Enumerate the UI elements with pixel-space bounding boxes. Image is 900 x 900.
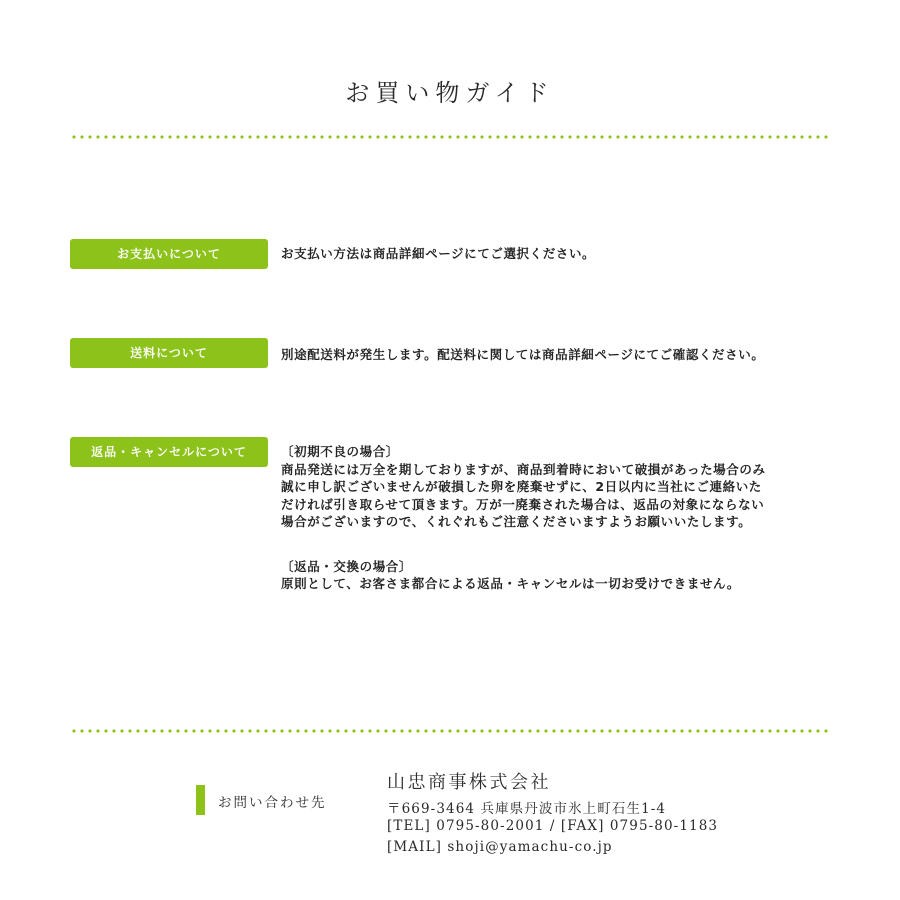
shipping-section-text: 別途配送料が発生します。配送料に関しては商品詳細ページにてご確認ください。 — [281, 347, 765, 362]
shipping-section-label: 送料について — [70, 338, 268, 368]
payment-section-label: お支払いについて — [70, 239, 268, 269]
page-title: お買い物ガイド — [345, 79, 555, 107]
contact-label: お問い合わせ先 — [218, 795, 327, 811]
defect-heading: 〔初期不良の場合〕 — [281, 444, 399, 459]
returns-section-label: 返品・キャンセルについて — [70, 437, 268, 467]
paragraph-spacer — [281, 531, 766, 558]
defect-text: 商品発送には万全を期しておりますが、商品到着時において破損があった場合のみ誠に申し訳ございませんが破損した卵を廃棄せずに、2日以内に当社にご連絡いただければ引き取らせて頂きます。万が一廃棄された場合は、返品の対象にならない場合がございますので、くれぐれもご注意くださいますようお願いいたします。 — [281, 461, 766, 529]
company-name: 山忠商事株式会社 — [387, 772, 551, 793]
contact-accent-bar — [196, 785, 205, 815]
returns-section-body — [281, 443, 766, 593]
company-email: [MAIL] shoji@yamachu-co.jp — [387, 839, 613, 855]
bottom-dotted-divider — [70, 729, 832, 733]
exchange-heading: 〔返品・交換の場合〕 — [281, 558, 413, 574]
company-phone-fax: [TEL] 0795-80-2001 / [FAX] 0795-80-1183 — [387, 818, 719, 834]
payment-section-text: お支払い方法は商品詳細ページにてご選択ください。 — [281, 246, 596, 261]
exchange-text: 原則として、お客さま都合による返品・キャンセルは一切お受けできません。 — [281, 576, 741, 591]
top-dotted-divider — [70, 135, 832, 139]
company-address: 〒669-3464 兵庫県丹波市氷上町石生1-4 — [387, 801, 667, 817]
